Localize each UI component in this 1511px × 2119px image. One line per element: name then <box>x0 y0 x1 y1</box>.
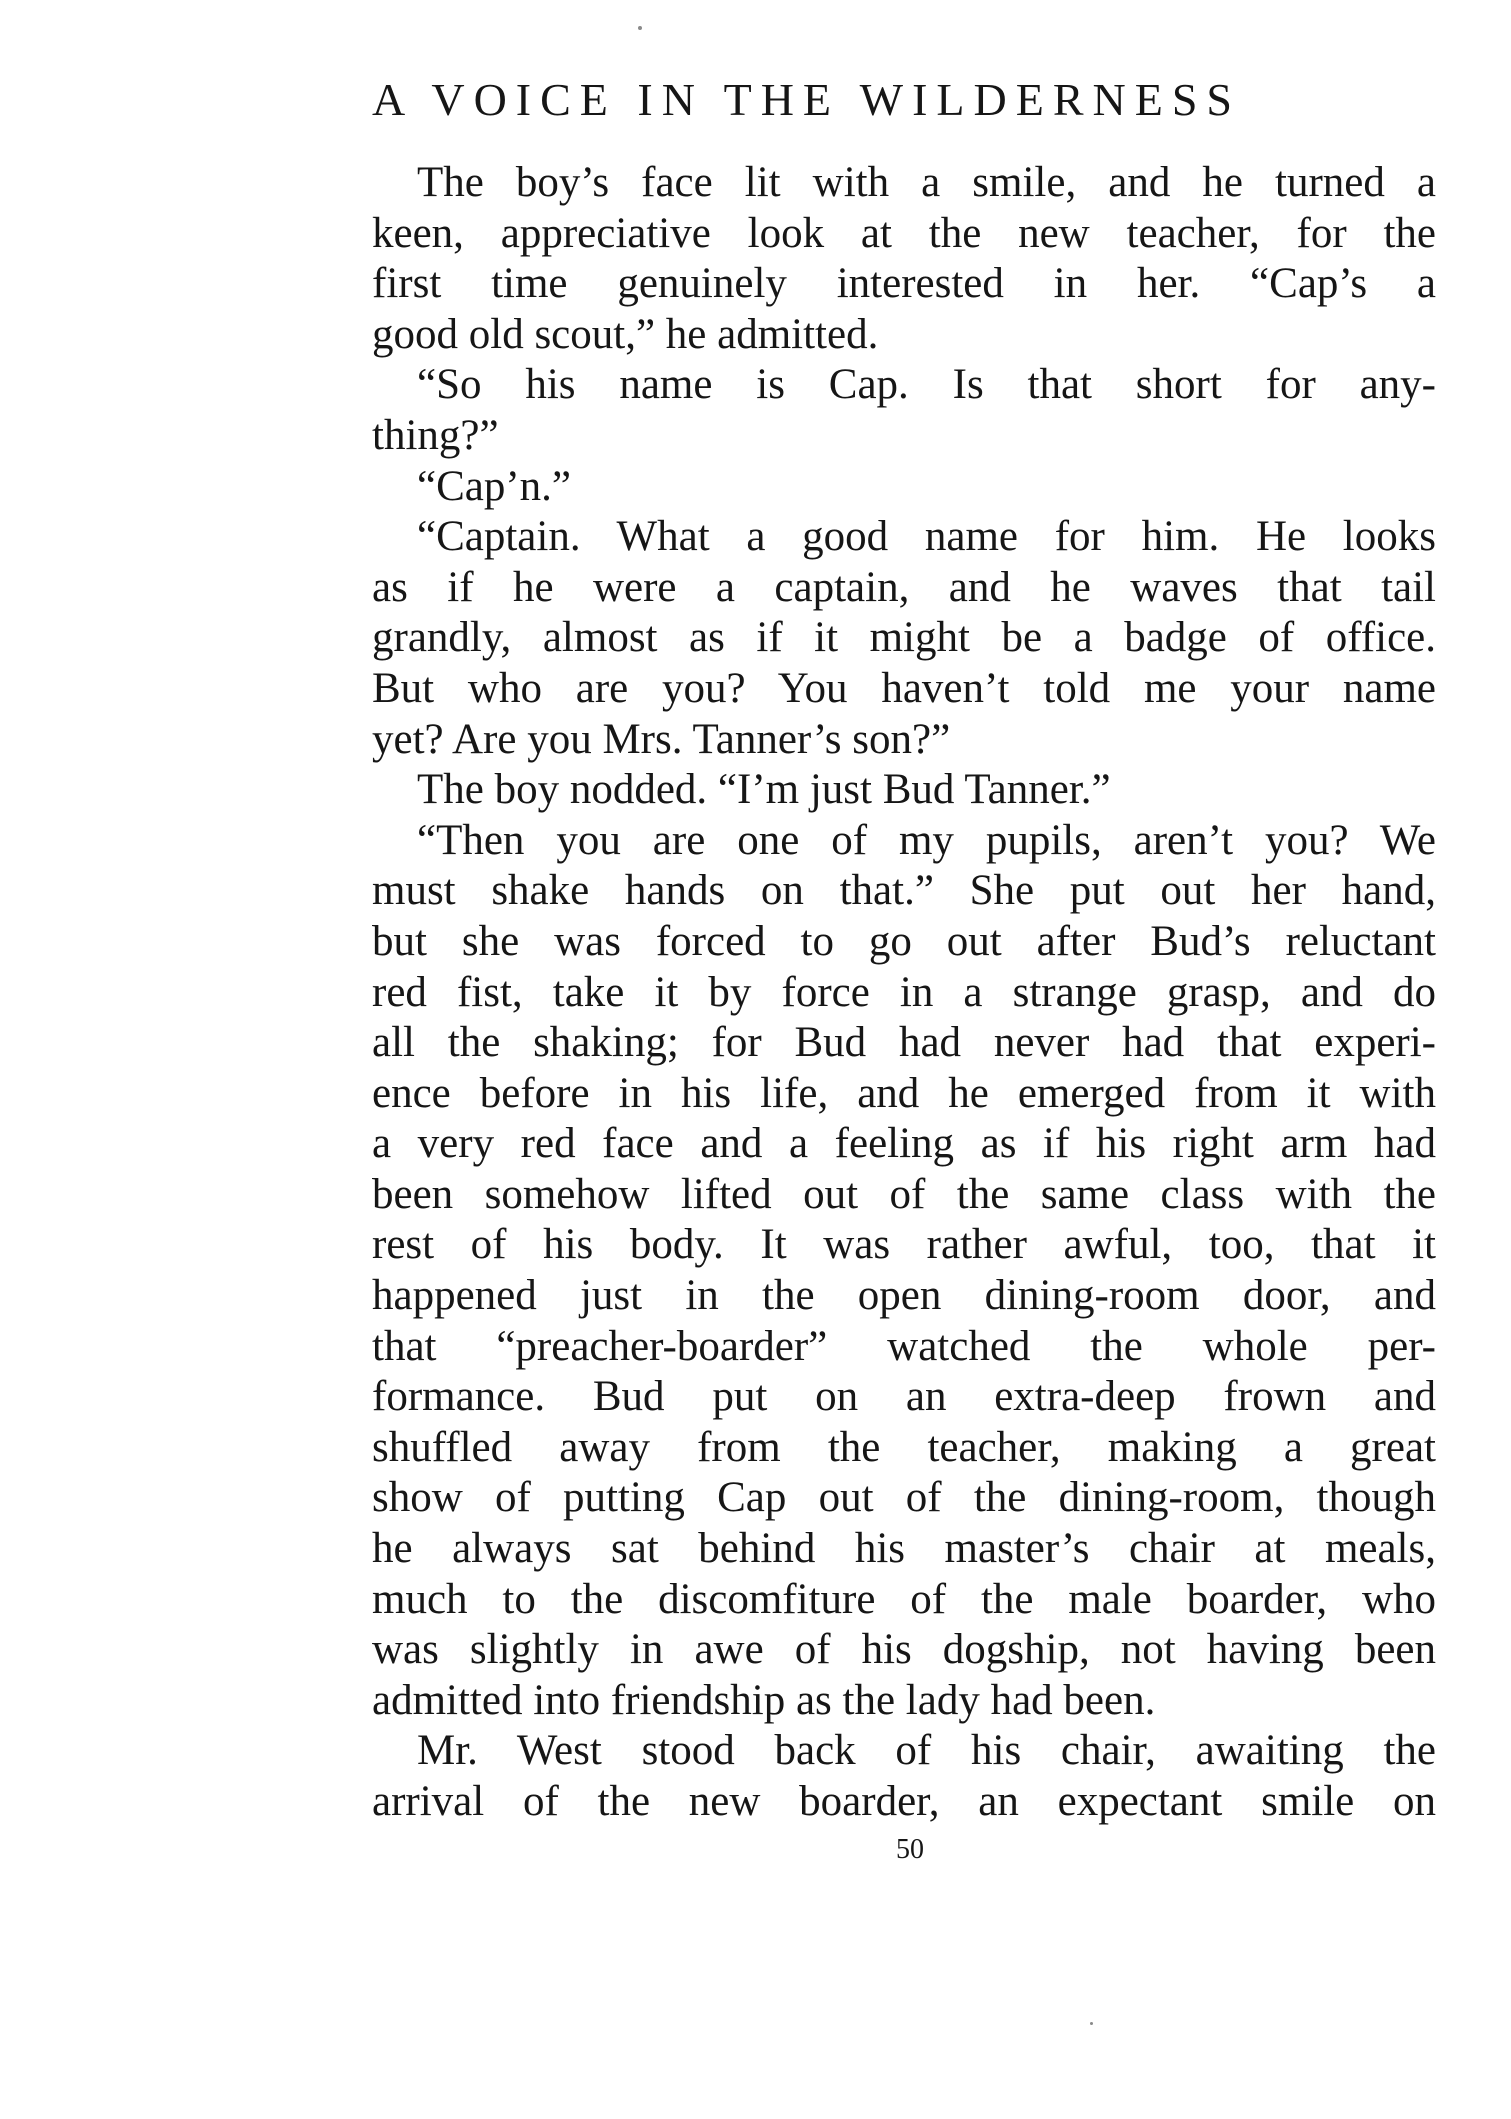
text-line: first time genuinely interested in her. “Cap’s a <box>372 260 1436 308</box>
text-line: keen, appreciative look at the new teacher, for the <box>372 209 1436 257</box>
text-line: ence before in his life, and he emerged from it with <box>372 1069 1436 1117</box>
text-line: “Cap’n.” <box>417 462 572 510</box>
text-line: much to the discomfiture of the male boarder, who <box>372 1575 1436 1623</box>
text-line: The boy nodded. “I’m just Bud Tanner.” <box>417 766 1111 814</box>
text-line: but she was forced to go out after Bud’s reluctant <box>372 917 1436 965</box>
text-line: a very red face and a feeling as if his right arm had <box>372 1120 1436 1168</box>
text-line: that “preacher-boarder” watched the whole per- <box>372 1322 1436 1370</box>
text-line: must shake hands on that.” She put out her hand, <box>372 867 1436 915</box>
text-line: red fist, take it by force in a strange grasp, and do <box>372 968 1436 1016</box>
text-line: “Captain. What a good name for him. He looks <box>417 513 1436 561</box>
text-line: good old scout,” he admitted. <box>372 310 879 358</box>
text-line: yet? Are you Mrs. Tanner’s son?” <box>372 715 951 763</box>
body-text <box>372 158 1436 1828</box>
text-line: show of putting Cap out of the dining-room, though <box>372 1474 1436 1522</box>
text-line: grandly, almost as if it might be a badge of office. <box>372 614 1436 662</box>
text-line: admitted into friendship as the lady had been. <box>372 1676 1156 1724</box>
text-line: formance. Bud put on an extra-deep frown and <box>372 1373 1436 1421</box>
text-line: shuffled away from the teacher, making a great <box>372 1423 1436 1471</box>
text-line: happened just in the open dining-room door, and <box>372 1272 1436 1320</box>
text-line: thing?” <box>372 411 499 459</box>
text-line: “So his name is Cap. Is that short for any- <box>417 361 1436 409</box>
text-line: was slightly in awe of his dogship, not having been <box>372 1626 1436 1674</box>
text-line: he always sat behind his master’s chair at meals, <box>372 1525 1436 1573</box>
page-number: 50 <box>896 1834 924 1865</box>
text-line: The boy’s face lit with a smile, and he turned a <box>417 159 1436 206</box>
ink-speck <box>638 26 642 30</box>
text-line: as if he were a captain, and he waves that tail <box>372 563 1436 611</box>
text-line: all the shaking; for Bud had never had that experi- <box>372 1019 1436 1067</box>
text-line: “Then you are one of my pupils, aren’t you? We <box>417 816 1436 864</box>
text-line: Mr. West stood back of his chair, awaiting the <box>417 1727 1436 1775</box>
text-line: But who are you? You haven’t told me your name <box>372 664 1436 712</box>
ink-speck <box>1090 2022 1093 2025</box>
text-line: rest of his body. It was rather awful, too, that it <box>372 1221 1436 1269</box>
running-head: A VOICE IN THE WILDERNESS <box>372 74 1241 125</box>
text-line: arrival of the new boarder, an expectant smile on <box>372 1778 1436 1825</box>
text-line: been somehow lifted out of the same class with the <box>372 1170 1436 1218</box>
